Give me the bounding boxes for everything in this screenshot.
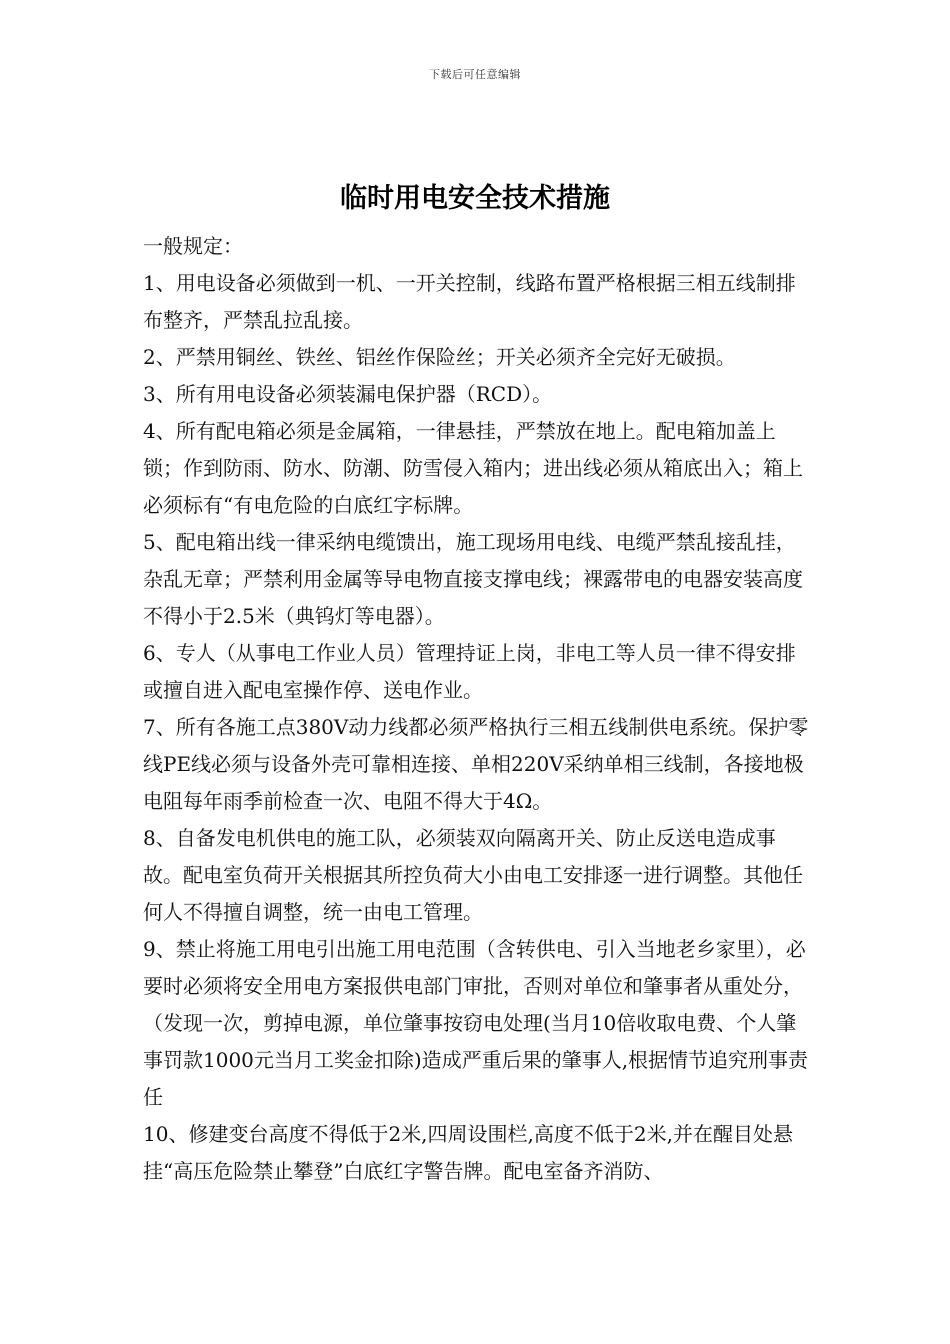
rule-item-7: 7、所有各施工点380V动力线都必须严格执行三相五线制供电系统。保护零线PE线必须与设备外壳可靠相连接、单相220V采纳单相三线制，各接地极电阻每年雨季前检查一次、电阻不得大于4Ω。	[143, 715, 809, 813]
rule-item-5: 5、配电箱出线一律采纳电缆馈出，施工现场用电线、电缆严禁乱接乱挂，杂乱无章；严禁利用金属等导电物直接支撑电线；裸露带电的电器安装高度不得小于2.5米（典钨灯等电器）。	[143, 530, 803, 628]
rule-item-8: 8、自备发电机供电的施工队，必须装双向隔离开关、防止反送电造成事故。配电室负荷开关根据其所控负荷大小由电工安排逐一进行调整。其他任何人不得擅自调整，统一由电工管理。	[143, 826, 803, 924]
document-title: 临时用电安全技术措施	[340, 183, 610, 214]
rule-item-4: 4、所有配电箱必须是金属箱，一律悬挂，严禁放在地上。配电箱加盖上锁；作到防雨、防水、防潮、防雪侵入箱内；进出线必须从箱底出入；箱上必须标有“有电危险的白底红字标牌。	[143, 419, 803, 517]
rule-item-6: 6、专人（从事电工作业人员）管理持证上岗，非电工等人员一律不得安排或擅自进入配电室操作停、送电作业。	[143, 641, 796, 702]
rule-item-1: 1、用电设备必须做到一机、一开关控制，线路布置严格根据三相五线制排布整齐，严禁乱拉乱接。	[143, 271, 796, 332]
rule-item-3: 3、所有用电设备必须装漏电保护器（RCD）。	[143, 382, 553, 406]
section-heading: 一般规定：	[143, 234, 243, 258]
document-body	[143, 228, 811, 1190]
header-note: 下载后可任意编辑	[429, 68, 521, 81]
rule-item-10: 10、修建变台高度不得低于2米,四周设围栏,高度不低于2米,并在醒目处悬挂“高压危险禁止攀登”白底红字警告牌。配电室备齐消防、	[143, 1122, 793, 1183]
rule-item-2: 2、严禁用铜丝、铁丝、铝丝作保险丝；开关必须齐全完好无破损。	[143, 345, 736, 369]
rule-item-9: 9、禁止将施工用电引出施工用电范围（含转供电、引入当地老乡家里），必要时必须将安全用电方案报供电部门审批，否则对单位和肇事者从重处分，（发现一次，剪掉电源，单位肇事按窃电处理(当月10倍收取电费、个人肇事罚款1000元当月工奖金扣除)造成严重后果的肇事人,根据情节追究刑事责任	[143, 937, 809, 1109]
